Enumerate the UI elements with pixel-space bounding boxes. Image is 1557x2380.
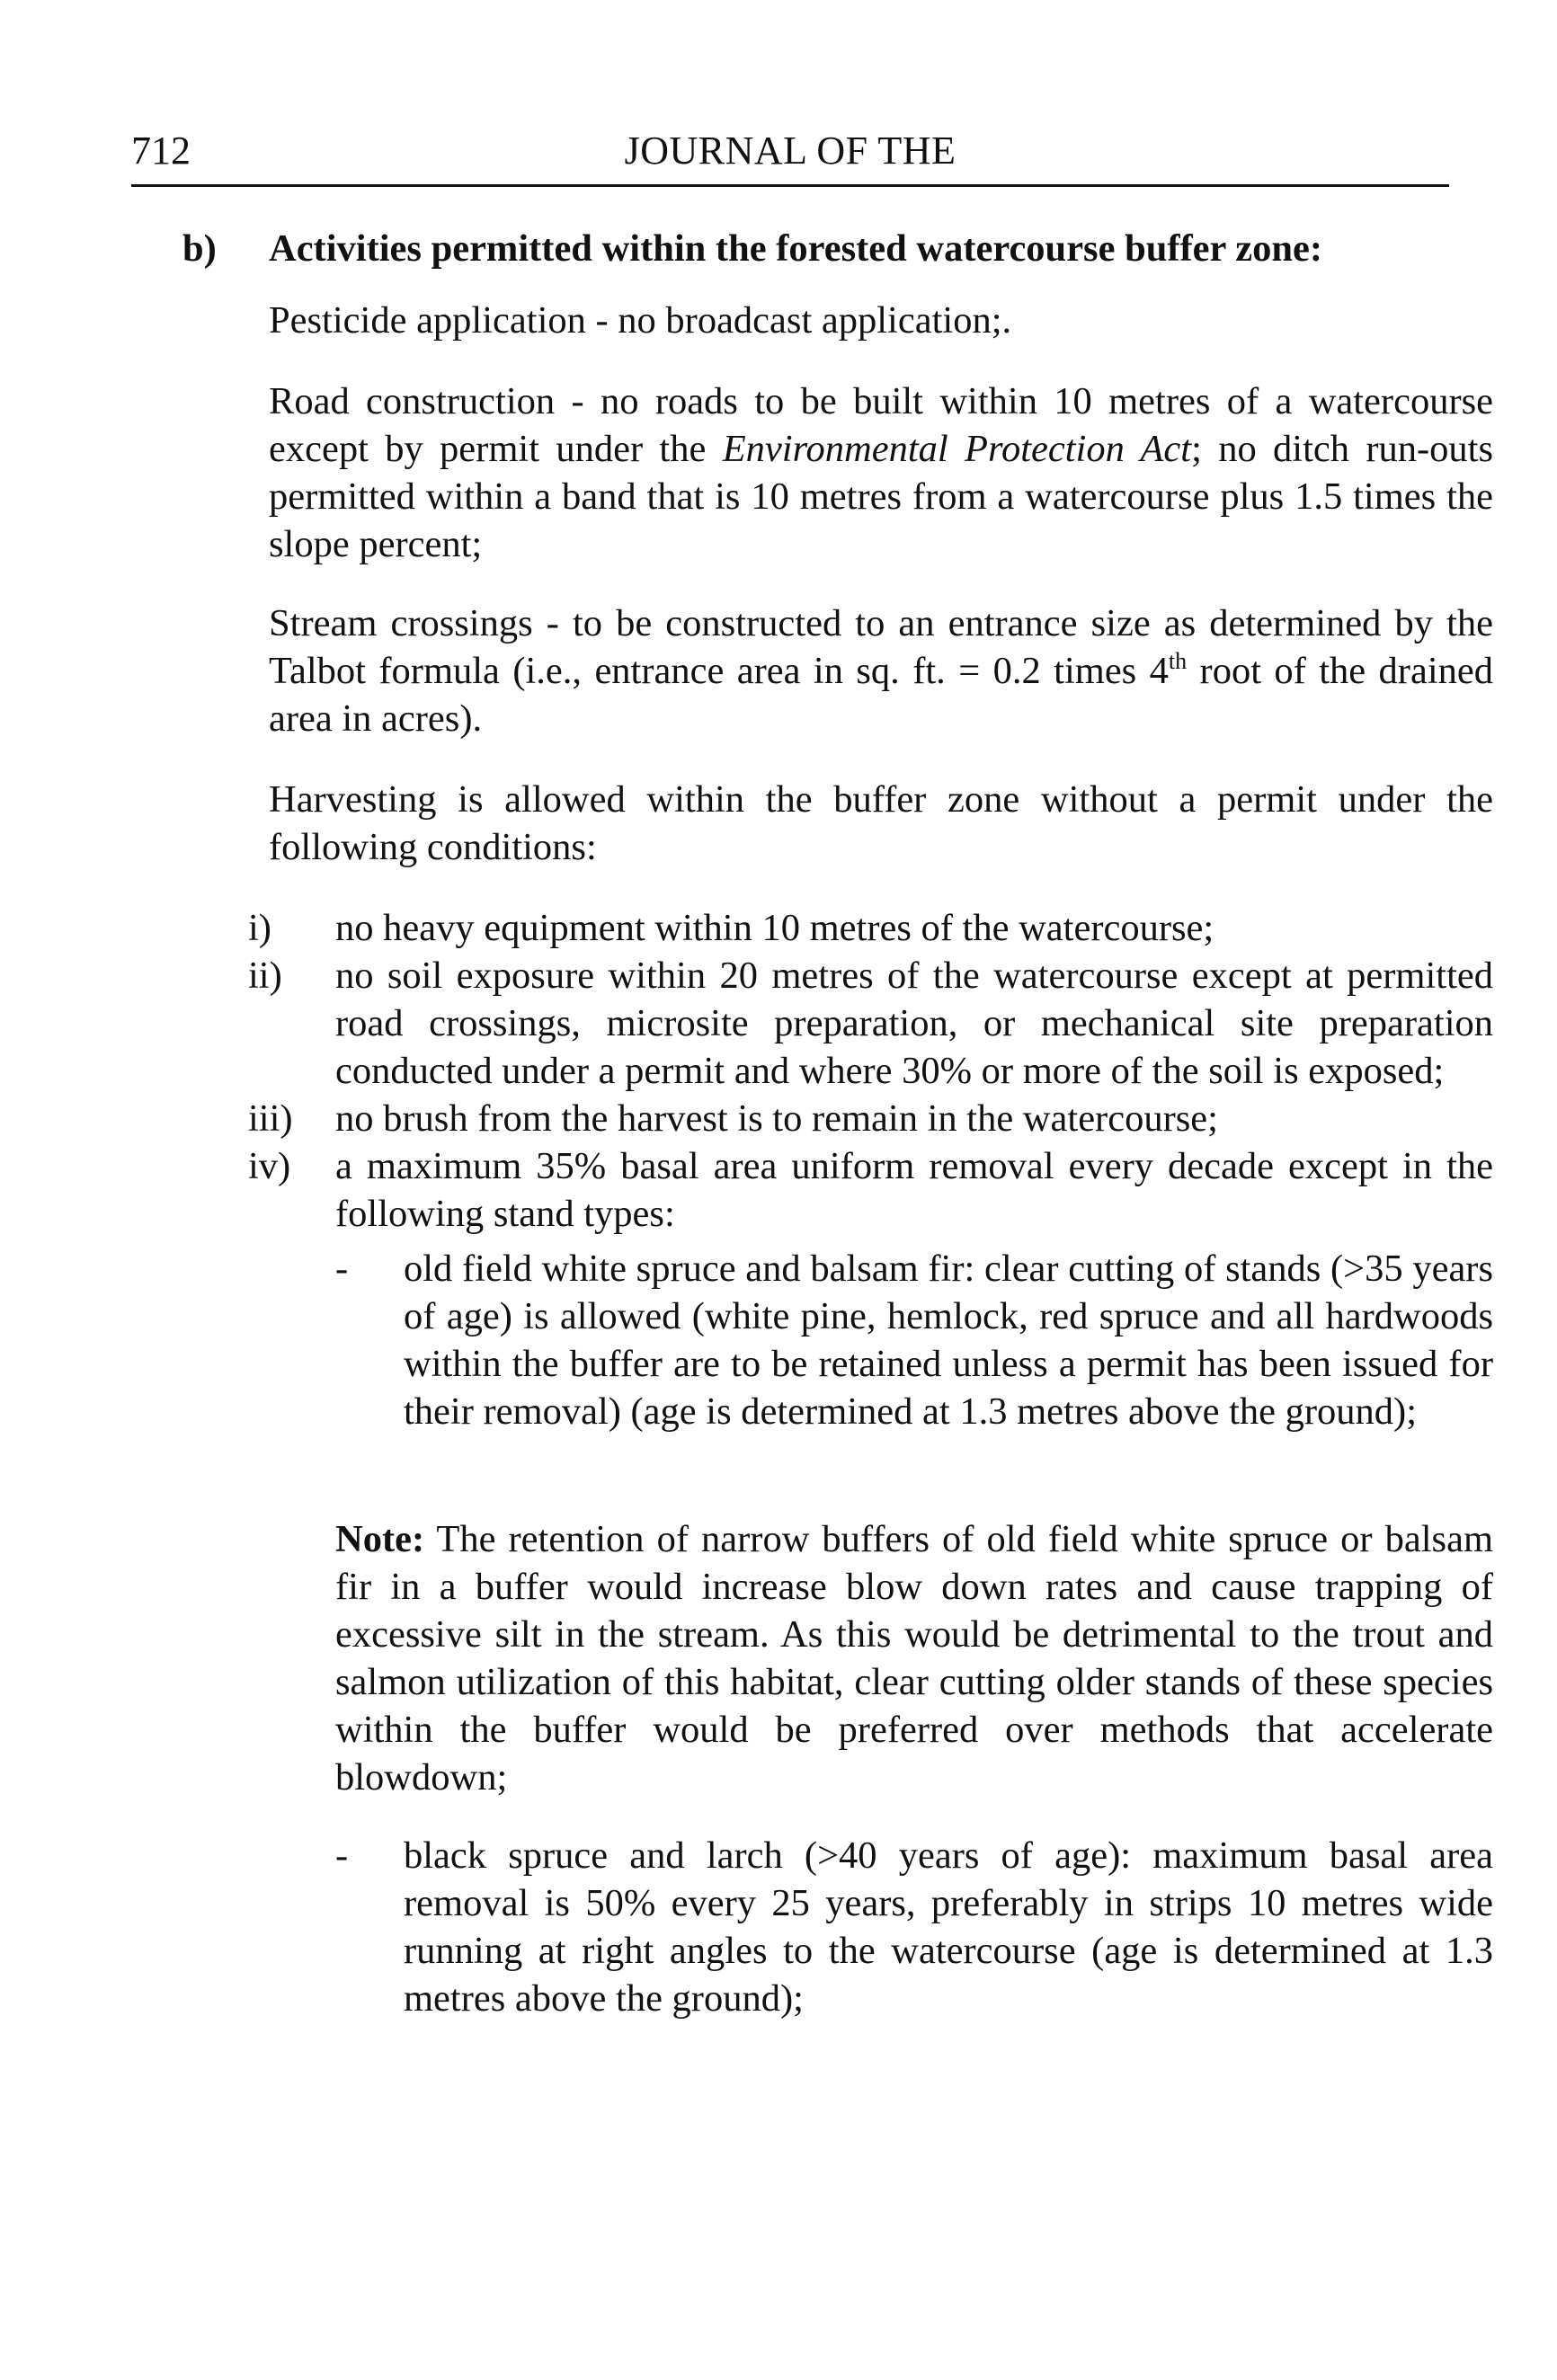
road-text-end: ; no ditch run-outs permitted within a band that is 10 metres from a watercourse plus 1.5 times the slope percent; (269, 428, 1493, 565)
act-name: Environmental Protection Act (722, 428, 1192, 470)
road-text-start: Road construction - no roads to be built within 10 metres of a watercourse except by permit under the (269, 380, 1493, 470)
dash-bullet: - (335, 1834, 349, 1877)
stand-type-black-spruce (335, 1832, 1493, 2022)
paragraph-stream-crossings (269, 599, 1493, 742)
stand-type-text: old field white spruce and balsam fir: clear cutting of stands (>35 years of age) is allowed (white pine, hemlock, red spruce and all hardwoods within the buffer are to be retained unless a permit has been issued for their removal) (age is determined at 1.3 metres above the ground); (404, 1248, 1493, 1433)
note-paragraph (335, 1515, 1493, 1801)
section-heading (182, 225, 1322, 272)
list-item-text: a maximum 35% basal area uniform removal every decade except in the following stand types: (335, 1145, 1493, 1235)
running-header (131, 124, 1449, 178)
list-number: i) (248, 907, 271, 949)
note-text: The retention of narrow buffers of old field white spruce or balsam fir in a buffer would increase blow down rates and cause trapping of excessive silt in the stream. As this would be detrimental to the trout and salmon utilization of this habitat, clear cutting older stands of these species within the buffer would be preferred over methods that accelerate blowdown; (335, 1518, 1493, 1798)
section-heading-text: Activities permitted within the forested watercourse buffer zone: (269, 227, 1323, 270)
note-label: Note: (335, 1518, 425, 1560)
list-number: iii) (248, 1097, 293, 1140)
paragraph-road-construction (269, 377, 1493, 568)
list-number: iv) (248, 1145, 291, 1187)
superscript-th: th (1168, 648, 1188, 674)
list-item-text: no brush from the harvest is to remain in the watercourse; (335, 1097, 1218, 1140)
paragraph-pesticide: Pesticide application - no broadcast application;. (269, 299, 1012, 342)
page-number: 712 (131, 129, 191, 173)
list-item (248, 1095, 1493, 1142)
dash-bullet: - (335, 1248, 349, 1290)
list-item (248, 952, 1493, 1095)
list-item-text: no soil exposure within 20 metres of the watercourse except at permitted road crossings, microsite preparation, or mechanical site preparation conducted under a permit and where 30% or more of the soil is exposed; (335, 955, 1493, 1092)
stream-text-end: root of the drained area in acres). (269, 650, 1493, 740)
stand-type-text: black spruce and larch (>40 years of age): maximum basal area removal is 50% every 25 years, preferably in strips 10 metres wide running at right angles to the watercourse (age is determined at 1.3 metres above the ground); (404, 1834, 1493, 2020)
section-label: b) (182, 227, 217, 270)
list-number: ii) (248, 955, 282, 997)
list-item (248, 1142, 1493, 1238)
list-item (248, 904, 1493, 952)
stream-text-start: Stream crossings - to be constructed to an entrance size as determined by the Talbot formula (i.e., entrance area in sq. ft. = 0.2 times 4 (269, 602, 1493, 692)
journal-title: JOURNAL OF THE (624, 129, 956, 173)
stand-type-old-field (335, 1245, 1493, 1435)
conditions-list (248, 904, 1493, 1238)
paragraph-harvesting: Harvesting is allowed within the buffer zone without a permit under the following conditions: (269, 778, 1493, 868)
list-item-text: no heavy equipment within 10 metres of the watercourse; (335, 907, 1214, 949)
header-rule (131, 184, 1449, 187)
